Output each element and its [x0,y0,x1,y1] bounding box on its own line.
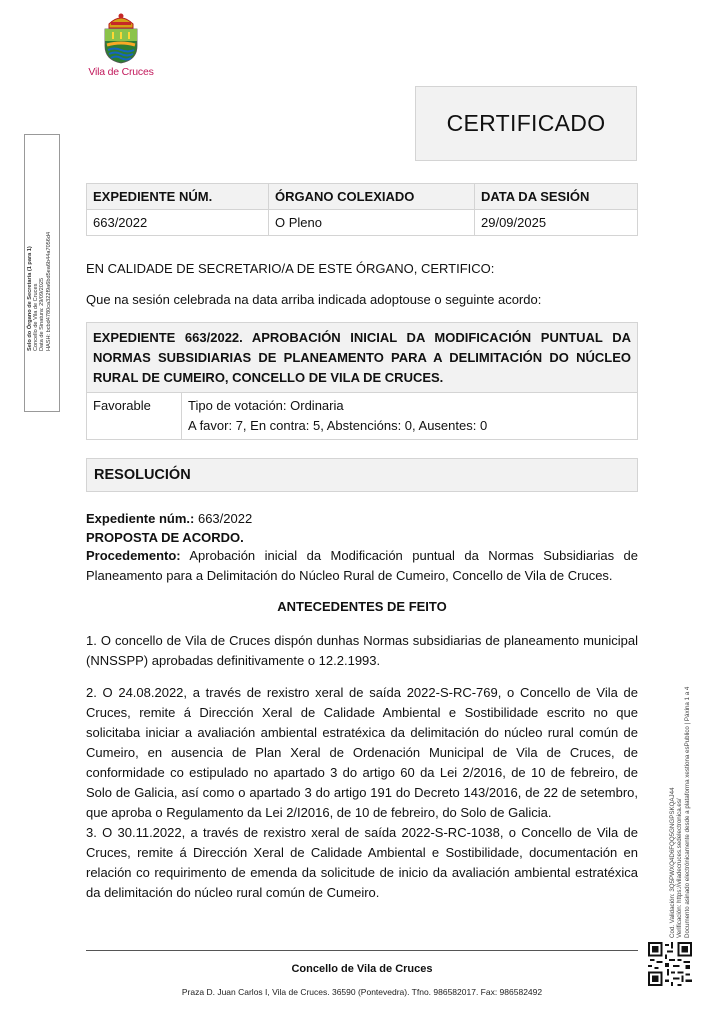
municipal-logo [88,12,154,78]
agreement-vote-row [87,393,637,439]
procedemento-value: Aprobación inicial da Modificación puntual da Normas Subsidiarias de Planeamento para a Delimitación do Núcleo Rural de Cumeiro, Concello de Vila de Cruces. [86,548,638,583]
stamp-line-2: Concello de Vila de Cruces [33,283,40,351]
header-organo: ÓRGANO COLEXIADO [269,184,475,210]
vote-counts: A favor: 7, En contra: 5, Abstencións: 0, Ausentes: 0 [188,418,488,433]
stamp-line-3: Data de Sinatura: 29/09/2025 [39,277,46,351]
antecedente-item-1: 1. O concello de Vila de Cruces dispón dunhas Normas subsidiarias de planeamento municipal (NNSSPP) aprobadas definitivamente o 12.2.1993. [86,633,638,668]
footer-divider [86,950,638,951]
procedemento-paragraph [86,546,638,586]
expediente-info-table [86,183,638,236]
agreement-title: EXPEDIENTE 663/2022. APROBACIÓN INICIAL DA MODIFICACIÓN PUNTUAL DA NORMAS SUBSIDIARIAS DE PLANEAMENTO PARA A DELIMITACIÓN DO NÚCLEO RURAL DE CUMEIRO, CONCELLO DE VILA DE CRUCES. [87,323,637,393]
agreement-result: Favorable [87,393,182,439]
signature-note: Documento asinado electrónicamente desde a plataforma xestiona esPublico | Páxina 1 a 4 [683,686,691,938]
validation-text [669,628,691,938]
antecedente-item-3: 3. O 30.11.2022, a través de rexistro xeral de saída 2022-S-RC-1038, o Concello de Vila de Cruces, remite á Dirección Xeral de Calidade Ambiental e Sostibilidade, documentación en relación co requirimento de emenda da solicitude de inicio da avaliación ambiental estratéxica da delimitación do núcleo rural común de Cumeiro. [86,825,638,900]
stamp-line-4: HASH: bcbd4780ca322f9a6bd5ea6b44a7056d4 [45,231,52,351]
footer-address: Praza D. Juan Carlos I, Vila de Cruces. 36590 (Pontevedra). Tfno. 986582017. Fax: 986582492 [181,987,543,997]
certificate-title: CERTIFICADO [446,110,606,136]
antecedente-item-2: 2. O 24.08.2022, a través de rexistro xeral de saída 2022-S-RC-769, o Concello de Vila de Cruces, remite á Dirección Xeral de Calidade Ambiental e Sostibilidade escrito no que solicitaba iniciar a avaliación ambiental estratéxica da delimitación do núcleo rural común de Cumeiro, en ausencia de Plan Xeral de Ordenación Municipal de Vila de Cruces, de conformidade co estipulado no apartado 3 do artigo 60 da Lei 2/2016, de 10 de febreiro, de Solo de Galicia, así como o apartado 3 do artigo 191 do Decreto 143/2016, de 22 de setembro, que aproba o Regulamento da Lei 2/I2016, de 10 de febreiro, do Solo de Galicia. [86,685,638,820]
expediente-label: Expediente núm.: [86,511,195,526]
session-statement: Que na sesión celebrada na data arriba indicada adoptouse o seguinte acordo: [86,292,542,307]
value-expediente: 663/2022 [87,210,269,236]
proposta-heading: PROPOSTA DE ACORDO. [86,530,244,545]
value-data-sesion: 29/09/2025 [475,210,638,236]
footer-title: Concello de Vila de Cruces [291,963,433,975]
table-header-row [87,184,638,210]
header-data-sesion: DATA DA SESIÓN [475,184,638,210]
certify-statement: EN CALIDADE DE SECRETARIO/A DE ESTE ÓRGANO, CERTIFICO: [86,261,495,276]
procedemento-label: Procedemento: [86,548,181,563]
resolucion-heading: RESOLUCIÓN [86,458,638,492]
secretary-seal-stamp [24,134,60,412]
logo-text: Vila de Cruces [88,66,154,78]
certificate-title-box [415,86,637,161]
antecedentes-heading: ANTECEDENTES DE FEITO [277,599,447,614]
expediente-line [86,509,638,529]
verification-url[interactable]: Verificación: https://viladecruces.sedelectronica.es/ [676,798,684,938]
header-expediente: EXPEDIENTE NÚM. [87,184,269,210]
expediente-value: 663/2022 [194,511,253,526]
coat-of-arms-icon [99,12,143,64]
validation-code: Cod. Validación: 3Q5PWXQ4D6FQQ5GNGPSKQAJ44 [669,787,676,938]
vote-type: Tipo de votación: Ordinaria [188,398,344,413]
qr-code-icon [648,942,692,986]
stamp-line-1: Selo do Órgano de Secretaría (1 para 1) [27,246,33,351]
table-row [87,210,638,236]
agreement-box [86,322,638,440]
value-organo: O Pleno [269,210,475,236]
